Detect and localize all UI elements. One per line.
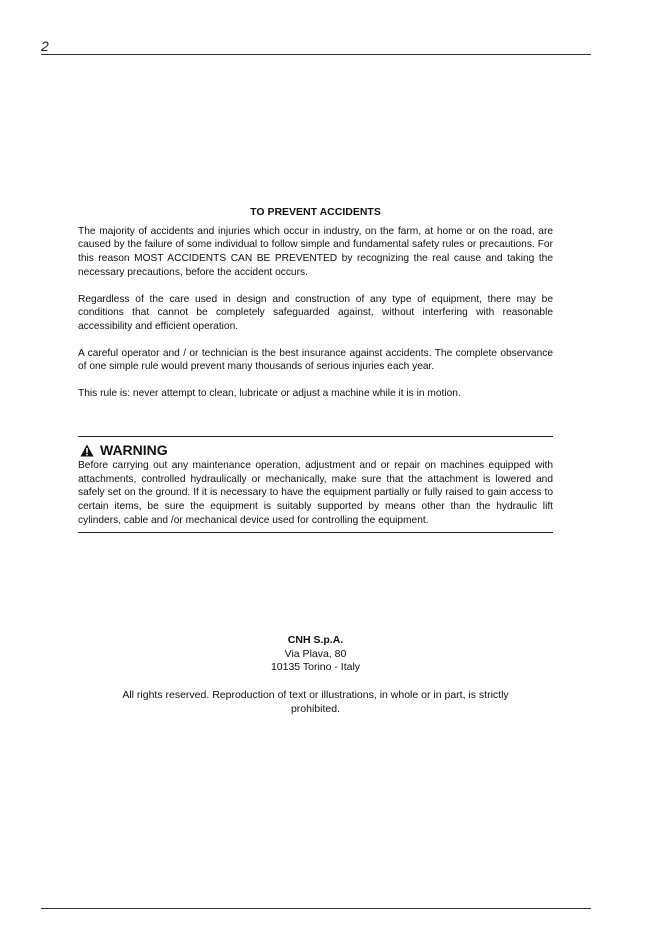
- warning-box: [78, 436, 553, 533]
- page-number: 2: [41, 38, 49, 54]
- paragraph-rule: This rule is: never attempt to clean, lubricate or adjust a machine while it is in motion.: [78, 388, 461, 400]
- section-title: TO PREVENT ACCIDENTS: [250, 206, 381, 218]
- header-rule: [41, 54, 591, 55]
- publisher-info: [78, 634, 553, 717]
- company-name: CNH S.p.A.: [287, 634, 344, 646]
- rights-notice: All rights reserved. Reproduction of text or illustrations, in whole or in part, is strictly prohibited.: [122, 689, 509, 715]
- warning-text: Before carrying out any maintenance operation, adjustment and or repair on machines equipped with attachments, controlled hydraulically or mechanically, make sure that the attachment is lowered and safely set on the ground. If it is necessary to have the equipment partially or fully raised to gain access to certain items, be sure the equipment is suitably supported by means other than the hydraulic lift cylinders, cable and /or mechanical device used for controlling the equipment.: [78, 460, 553, 526]
- paragraph-regardless: Regardless of the care used in design and construction of any type of equipment, there may be conditions that cannot be completely safeguarded against, without interfering with reasonable accessibility and efficient operation.: [78, 293, 553, 332]
- address-line-1: Via Plava, 80: [284, 647, 347, 660]
- warning-triangle-icon: [80, 444, 94, 457]
- address-line-2: 10135 Torino - Italy: [270, 661, 361, 674]
- footer-rule: [41, 908, 591, 909]
- paragraph-careful-operator: A careful operator and / or technician is the best insurance against accidents. The complete observance of one simple rule would prevent many thousands of serious injuries each year.: [78, 347, 553, 373]
- accident-prevention-section: [78, 206, 553, 414]
- warning-title: WARNING: [100, 442, 168, 458]
- paragraph-majority: The majority of accidents and injuries which occur in industry, on the farm, at home or on the road, are caused by the failure of some individual to follow simple and fundamental safety rules or precautions. For this reason MOST ACCIDENTS CAN BE PREVENTED by recognizing the real cause and taking the necessary precautions, before the accident occurs.: [78, 225, 553, 278]
- warning-heading: [78, 442, 553, 458]
